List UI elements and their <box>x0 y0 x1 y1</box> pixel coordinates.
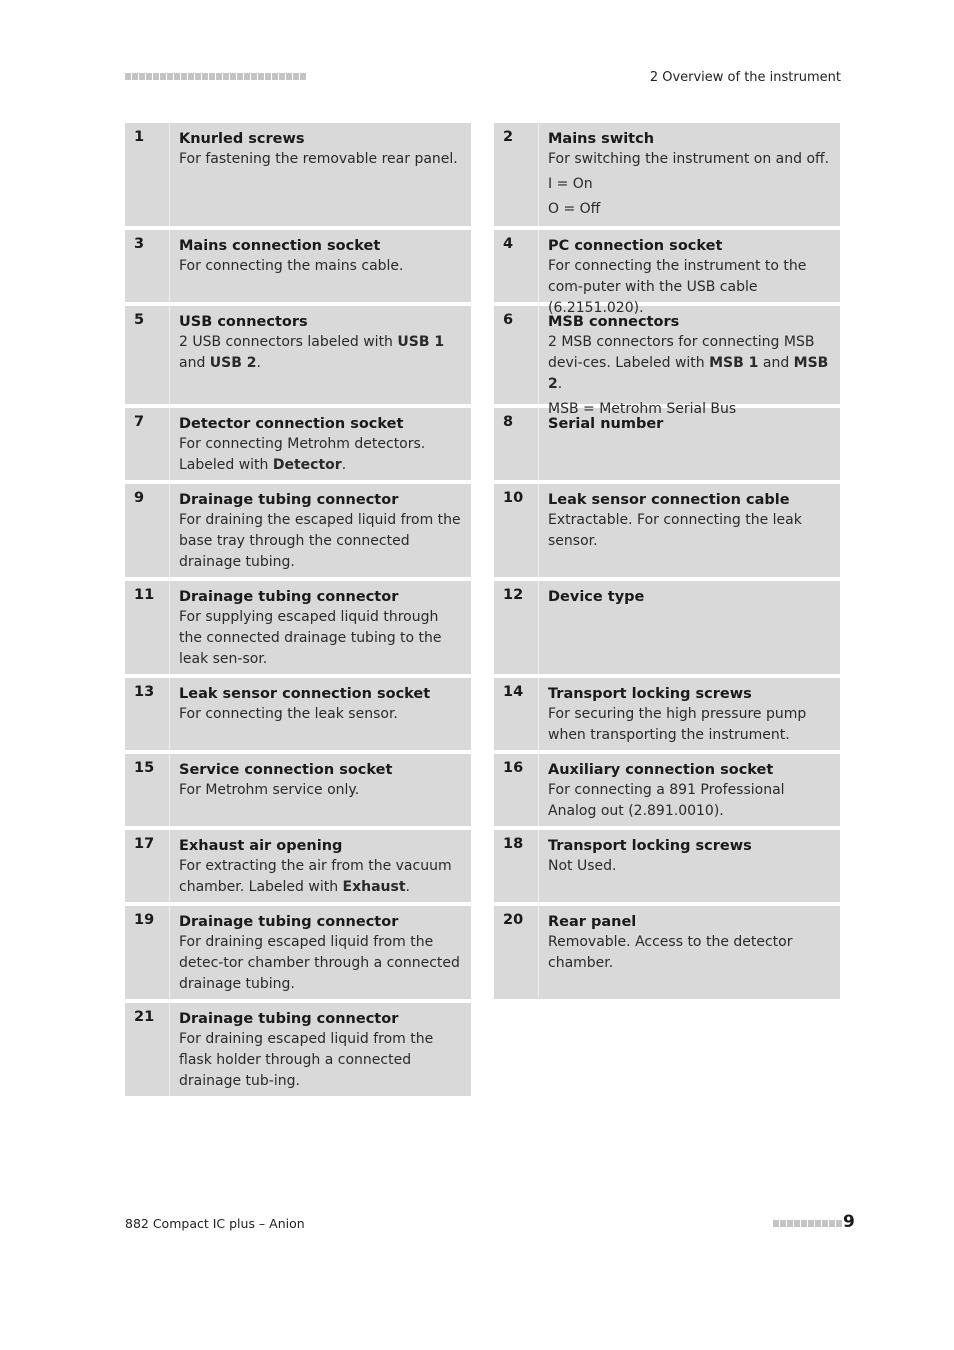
item-description: For Metrohm service only. <box>179 782 360 798</box>
item-description: For switching the instrument on and off. <box>548 151 830 167</box>
legend-item <box>494 581 840 674</box>
item-description: For connecting the instrument to the com-puter with the USB cable (6.2151.020). <box>548 258 807 316</box>
item-description: Removable. Access to the detector chamber. <box>548 934 793 971</box>
item-description: For draining escaped liquid from the detec-tor chamber through a connected drainage tubing. <box>179 934 460 992</box>
item-title: Rear panel <box>548 914 637 930</box>
item-number: 20 <box>494 906 539 999</box>
item-title: PC connection socket <box>548 238 723 254</box>
item-number: 4 <box>494 230 539 302</box>
item-title: MSB connectors <box>548 314 680 330</box>
item-title: Mains switch <box>548 131 655 147</box>
legend-item <box>494 678 840 750</box>
item-description: For extracting the air from the vacuum chamber. Labeled with Exhaust. <box>179 858 452 895</box>
legend-item <box>494 830 840 902</box>
item-number: 14 <box>494 678 539 750</box>
item-number: 18 <box>494 830 539 902</box>
item-number: 16 <box>494 754 539 826</box>
item-number: 13 <box>125 678 170 750</box>
item-description: For supplying escaped liquid through the connected drainage tubing to the leak sen-sor. <box>179 609 442 667</box>
legend-item <box>494 484 840 577</box>
item-number: 1 <box>125 123 170 226</box>
section-title: 2 Overview of the instrument <box>649 70 841 85</box>
item-description: Not Used. <box>548 858 617 874</box>
item-description: 2 MSB connectors for connecting MSB devi-ces. Labeled with MSB 1 and MSB 2. <box>548 334 829 392</box>
item-number: 7 <box>125 408 170 480</box>
item-description: For draining the escaped liquid from the base tray through the connected drainage tubing. <box>179 512 461 570</box>
item-number: 12 <box>494 581 539 674</box>
item-title: Leak sensor connection cable <box>548 492 790 508</box>
item-title: Auxiliary connection socket <box>548 762 774 778</box>
item-number: 3 <box>125 230 170 302</box>
item-number: 6 <box>494 306 539 404</box>
item-number: 2 <box>494 123 539 226</box>
item-description: For connecting the leak sensor. <box>179 706 398 722</box>
document-title: 882 Compact IC plus – Anion <box>125 1216 305 1231</box>
item-title: Leak sensor connection socket <box>179 686 431 702</box>
item-description: For connecting a 891 Professional Analog out (2.891.0010). <box>548 782 785 819</box>
item-number: 9 <box>125 484 170 577</box>
item-title: Service connection socket <box>179 762 393 778</box>
legend-item <box>125 581 471 674</box>
legend-item <box>125 678 471 750</box>
legend-item <box>125 754 471 826</box>
item-number: 5 <box>125 306 170 404</box>
legend-item <box>125 408 471 480</box>
page-number: 9 <box>843 1212 855 1232</box>
item-title: Drainage tubing connector <box>179 914 399 930</box>
legend-column-right <box>494 123 840 1003</box>
legend-item <box>125 230 471 302</box>
item-title: Drainage tubing connector <box>179 492 399 508</box>
item-description: For securing the high pressure pump when transporting the instrument. <box>548 706 807 743</box>
item-title: Drainage tubing connector <box>179 589 399 605</box>
legend-item <box>494 906 840 999</box>
item-number: 21 <box>125 1003 170 1096</box>
legend-item <box>125 906 471 999</box>
item-title: Transport locking screws <box>548 686 752 702</box>
item-number: 17 <box>125 830 170 902</box>
item-number: 10 <box>494 484 539 577</box>
item-description: MSB = Metrohm Serial Bus <box>548 401 737 417</box>
legend-item <box>494 123 840 226</box>
item-description: 2 USB connectors labeled with USB 1 and USB 2. <box>179 334 445 371</box>
legend-item <box>494 230 840 316</box>
item-number: 11 <box>125 581 170 674</box>
item-description: I = On <box>548 176 593 192</box>
item-title: Transport locking screws <box>548 838 752 854</box>
legend-column-left <box>125 123 471 1100</box>
item-description: For connecting Metrohm detectors. Labeled with Detector. <box>179 436 426 473</box>
item-description: Extractable. For connecting the leak sensor. <box>548 512 802 549</box>
legend-item <box>125 484 471 577</box>
item-description: For fastening the removable rear panel. <box>179 151 458 167</box>
legend-item <box>125 306 471 404</box>
item-number: 19 <box>125 906 170 999</box>
item-title: Detector connection socket <box>179 416 404 432</box>
legend-item <box>125 123 471 226</box>
item-description: For draining escaped liquid from the flask holder through a connected drainage tub-ing. <box>179 1031 434 1089</box>
legend-item <box>125 1003 471 1096</box>
item-title: Drainage tubing connector <box>179 1011 399 1027</box>
legend-item <box>494 754 840 826</box>
item-title: Serial number <box>548 416 664 432</box>
item-number: 15 <box>125 754 170 826</box>
item-title: Device type <box>548 589 645 605</box>
item-description: For connecting the mains cable. <box>179 258 404 274</box>
footer-decoration <box>773 1220 842 1227</box>
item-number: 8 <box>494 408 539 480</box>
legend-item <box>494 306 840 417</box>
item-description: O = Off <box>548 201 601 217</box>
legend-item <box>125 830 471 902</box>
item-title: USB connectors <box>179 314 308 330</box>
header-decoration <box>125 73 306 83</box>
item-title: Knurled screws <box>179 131 305 147</box>
item-title: Mains connection socket <box>179 238 381 254</box>
item-title: Exhaust air opening <box>179 838 343 854</box>
